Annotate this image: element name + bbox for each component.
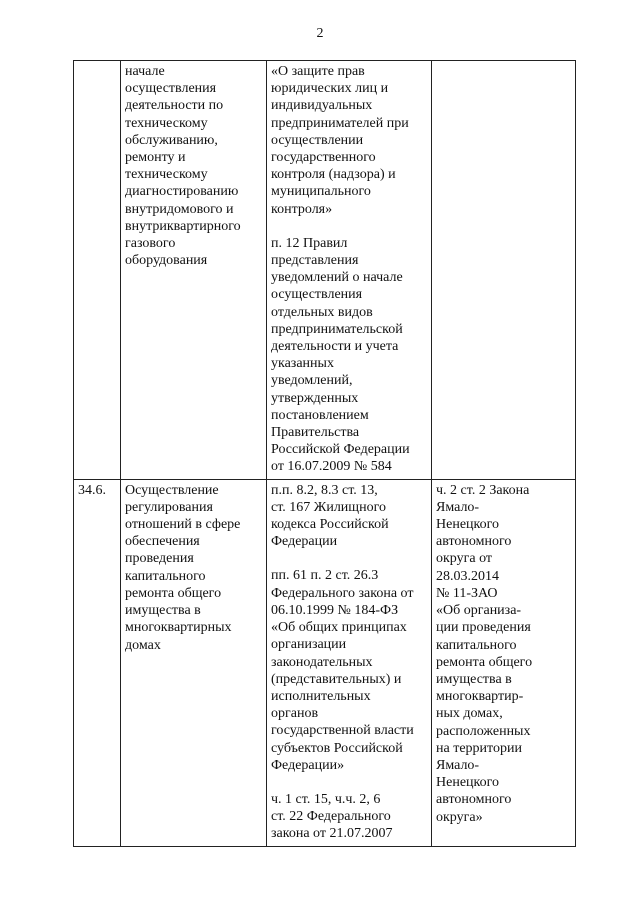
activity-text-line: начале	[125, 64, 165, 79]
regional-basis-line: ных домах,	[436, 706, 503, 722]
paragraph-gap	[271, 550, 427, 567]
federal-basis-line: уведомлений о начале	[271, 270, 403, 286]
regional-basis-line: на территории	[436, 740, 522, 756]
activity-cell	[121, 61, 267, 480]
row-number: 34.6.	[78, 482, 106, 498]
paragraph-gap	[271, 774, 427, 791]
federal-basis-line: субъектов Российской	[271, 740, 403, 756]
federal-basis-line: осуществления	[271, 287, 363, 303]
regional-basis-line: расположенных	[436, 723, 531, 739]
federal-basis-line: организации	[271, 637, 347, 653]
regional-basis-line: Ямало-	[436, 499, 480, 515]
federal-basis-line: кодекса Российской	[271, 517, 389, 533]
federal-basis-line: пп. 61 п. 2 ст. 26.3	[271, 568, 379, 584]
federal-basis-line: Федерального закона от	[271, 585, 414, 601]
regional-basis-line: автономного	[436, 792, 512, 808]
regional-basis-line: № 11-ЗАО	[436, 585, 498, 601]
activity-text-line: газового	[125, 236, 176, 252]
regional-basis-line: многоквартир-	[436, 689, 524, 705]
regional-basis-line: имущества в	[436, 671, 512, 687]
activity-text-line: многоквартирных	[125, 620, 232, 636]
federal-basis-line: (представительных) и	[271, 671, 402, 687]
federal-basis-line: Правительства	[271, 425, 360, 441]
regional-basis-line: автономного	[436, 534, 512, 550]
federal-basis-line: предпринимательской	[271, 321, 403, 337]
federal-basis-paragraph	[271, 63, 427, 218]
regional-basis-cell	[432, 61, 576, 480]
regional-basis-line: Ненецкого	[436, 517, 500, 533]
activity-text-line: капитального	[125, 568, 206, 584]
federal-basis-line: 06.10.1999 № 184-ФЗ	[271, 602, 399, 618]
activity-text-line: регулирования	[125, 499, 213, 515]
federal-basis-paragraph	[271, 791, 427, 843]
activity-text-line: обеспечения	[125, 534, 200, 550]
federal-basis-line: индивидуальных	[271, 98, 373, 114]
federal-basis-line: ст. 167 Жилищного	[271, 499, 386, 515]
federal-basis-line: «Об общих принципах	[271, 620, 407, 636]
activity-text-line: ремонта общего	[125, 585, 222, 601]
federal-basis-line: п.п. 8.2, 8.3 ст. 13,	[271, 482, 378, 498]
federal-basis-line: юридических лиц и	[271, 81, 389, 97]
activity-text-line: Осуществление	[125, 482, 219, 498]
federal-basis-paragraph	[271, 235, 427, 476]
activity-text-line: ремонту и	[125, 150, 186, 166]
activity-text-line: проведения	[125, 551, 194, 567]
federal-basis-line: п. 12 Правил	[271, 235, 348, 251]
federal-basis-line: указанных	[271, 356, 334, 372]
federal-basis-line: Российской Федерации	[271, 442, 410, 458]
federal-basis-line: Федерации»	[271, 757, 345, 773]
regional-basis-cell	[432, 479, 576, 846]
regional-basis-line: «Об организа-	[436, 603, 522, 619]
federal-basis-cell	[267, 479, 432, 846]
federal-basis-line: контроля»	[271, 201, 333, 217]
federal-basis-line: представления	[271, 253, 359, 269]
federal-basis-line: отдельных видов	[271, 304, 373, 320]
federal-basis-line: деятельности и учета	[271, 339, 399, 355]
regional-basis-line: Ямало-	[436, 757, 480, 773]
federal-basis-line: законодательных	[271, 654, 373, 670]
activity-text-line: диагностированию	[125, 184, 239, 200]
regional-basis-line: капитального	[436, 637, 517, 653]
activity-text-line: техническому	[125, 115, 208, 131]
federal-basis-line: муниципального	[271, 184, 371, 200]
activity-text-line: техническому	[125, 167, 208, 183]
federal-basis-line: Федерации	[271, 534, 338, 550]
activity-text-line: деятельности по	[125, 98, 224, 114]
activity-text-line: осуществления	[125, 81, 217, 97]
paragraph-gap	[271, 218, 427, 235]
federal-basis-line: ч. 1 ст. 15, ч.ч. 2, 6	[271, 791, 381, 807]
activity-text-line: внутридомового и	[125, 201, 234, 217]
row-number-cell	[74, 479, 121, 846]
federal-basis-line: закона от 21.07.2007	[271, 826, 393, 842]
regional-basis-line: округа от	[436, 551, 493, 567]
federal-basis-line: от 16.07.2009 № 584	[271, 459, 392, 475]
activity-text-line: внутриквартирного	[125, 218, 241, 234]
activity-cell	[121, 479, 267, 846]
federal-basis-line: осуществлении	[271, 132, 364, 148]
row-number-cell	[74, 61, 121, 480]
federal-basis-line: исполнительных	[271, 688, 371, 704]
federal-basis-paragraph	[271, 482, 427, 551]
federal-basis-paragraph	[271, 567, 427, 773]
federal-basis-line: контроля (надзора) и	[271, 167, 396, 183]
federal-basis-line: «О защите прав	[271, 64, 365, 79]
activity-text-line: имущества в	[125, 603, 201, 619]
activity-text-line: отношений в сфере	[125, 517, 241, 533]
regional-basis-line: ч. 2 ст. 2 Закона	[436, 482, 530, 498]
table-row	[74, 61, 576, 480]
federal-basis-line: государственной власти	[271, 723, 414, 739]
law-table	[73, 60, 576, 847]
activity-text-line: домах	[125, 637, 161, 653]
regional-basis-line: ремонта общего	[436, 654, 533, 670]
regional-basis-line: ции проведения	[436, 620, 531, 636]
page-number: 2	[316, 26, 324, 41]
federal-basis-line: органов	[271, 706, 319, 722]
federal-basis-line: утвержденных	[271, 390, 359, 406]
federal-basis-cell	[267, 61, 432, 480]
federal-basis-line: предпринимателей при	[271, 115, 409, 131]
activity-text-line: обслуживанию,	[125, 132, 218, 148]
regional-basis-line: Ненецкого	[436, 775, 500, 791]
federal-basis-line: государственного	[271, 150, 376, 166]
federal-basis-line: уведомлений,	[271, 373, 353, 389]
table-row	[74, 479, 576, 846]
federal-basis-line: ст. 22 Федерального	[271, 809, 391, 825]
activity-text-line: оборудования	[125, 253, 208, 269]
regional-basis-line: 28.03.2014	[436, 568, 499, 584]
federal-basis-line: постановлением	[271, 407, 369, 423]
regional-basis-line: округа»	[436, 809, 483, 825]
